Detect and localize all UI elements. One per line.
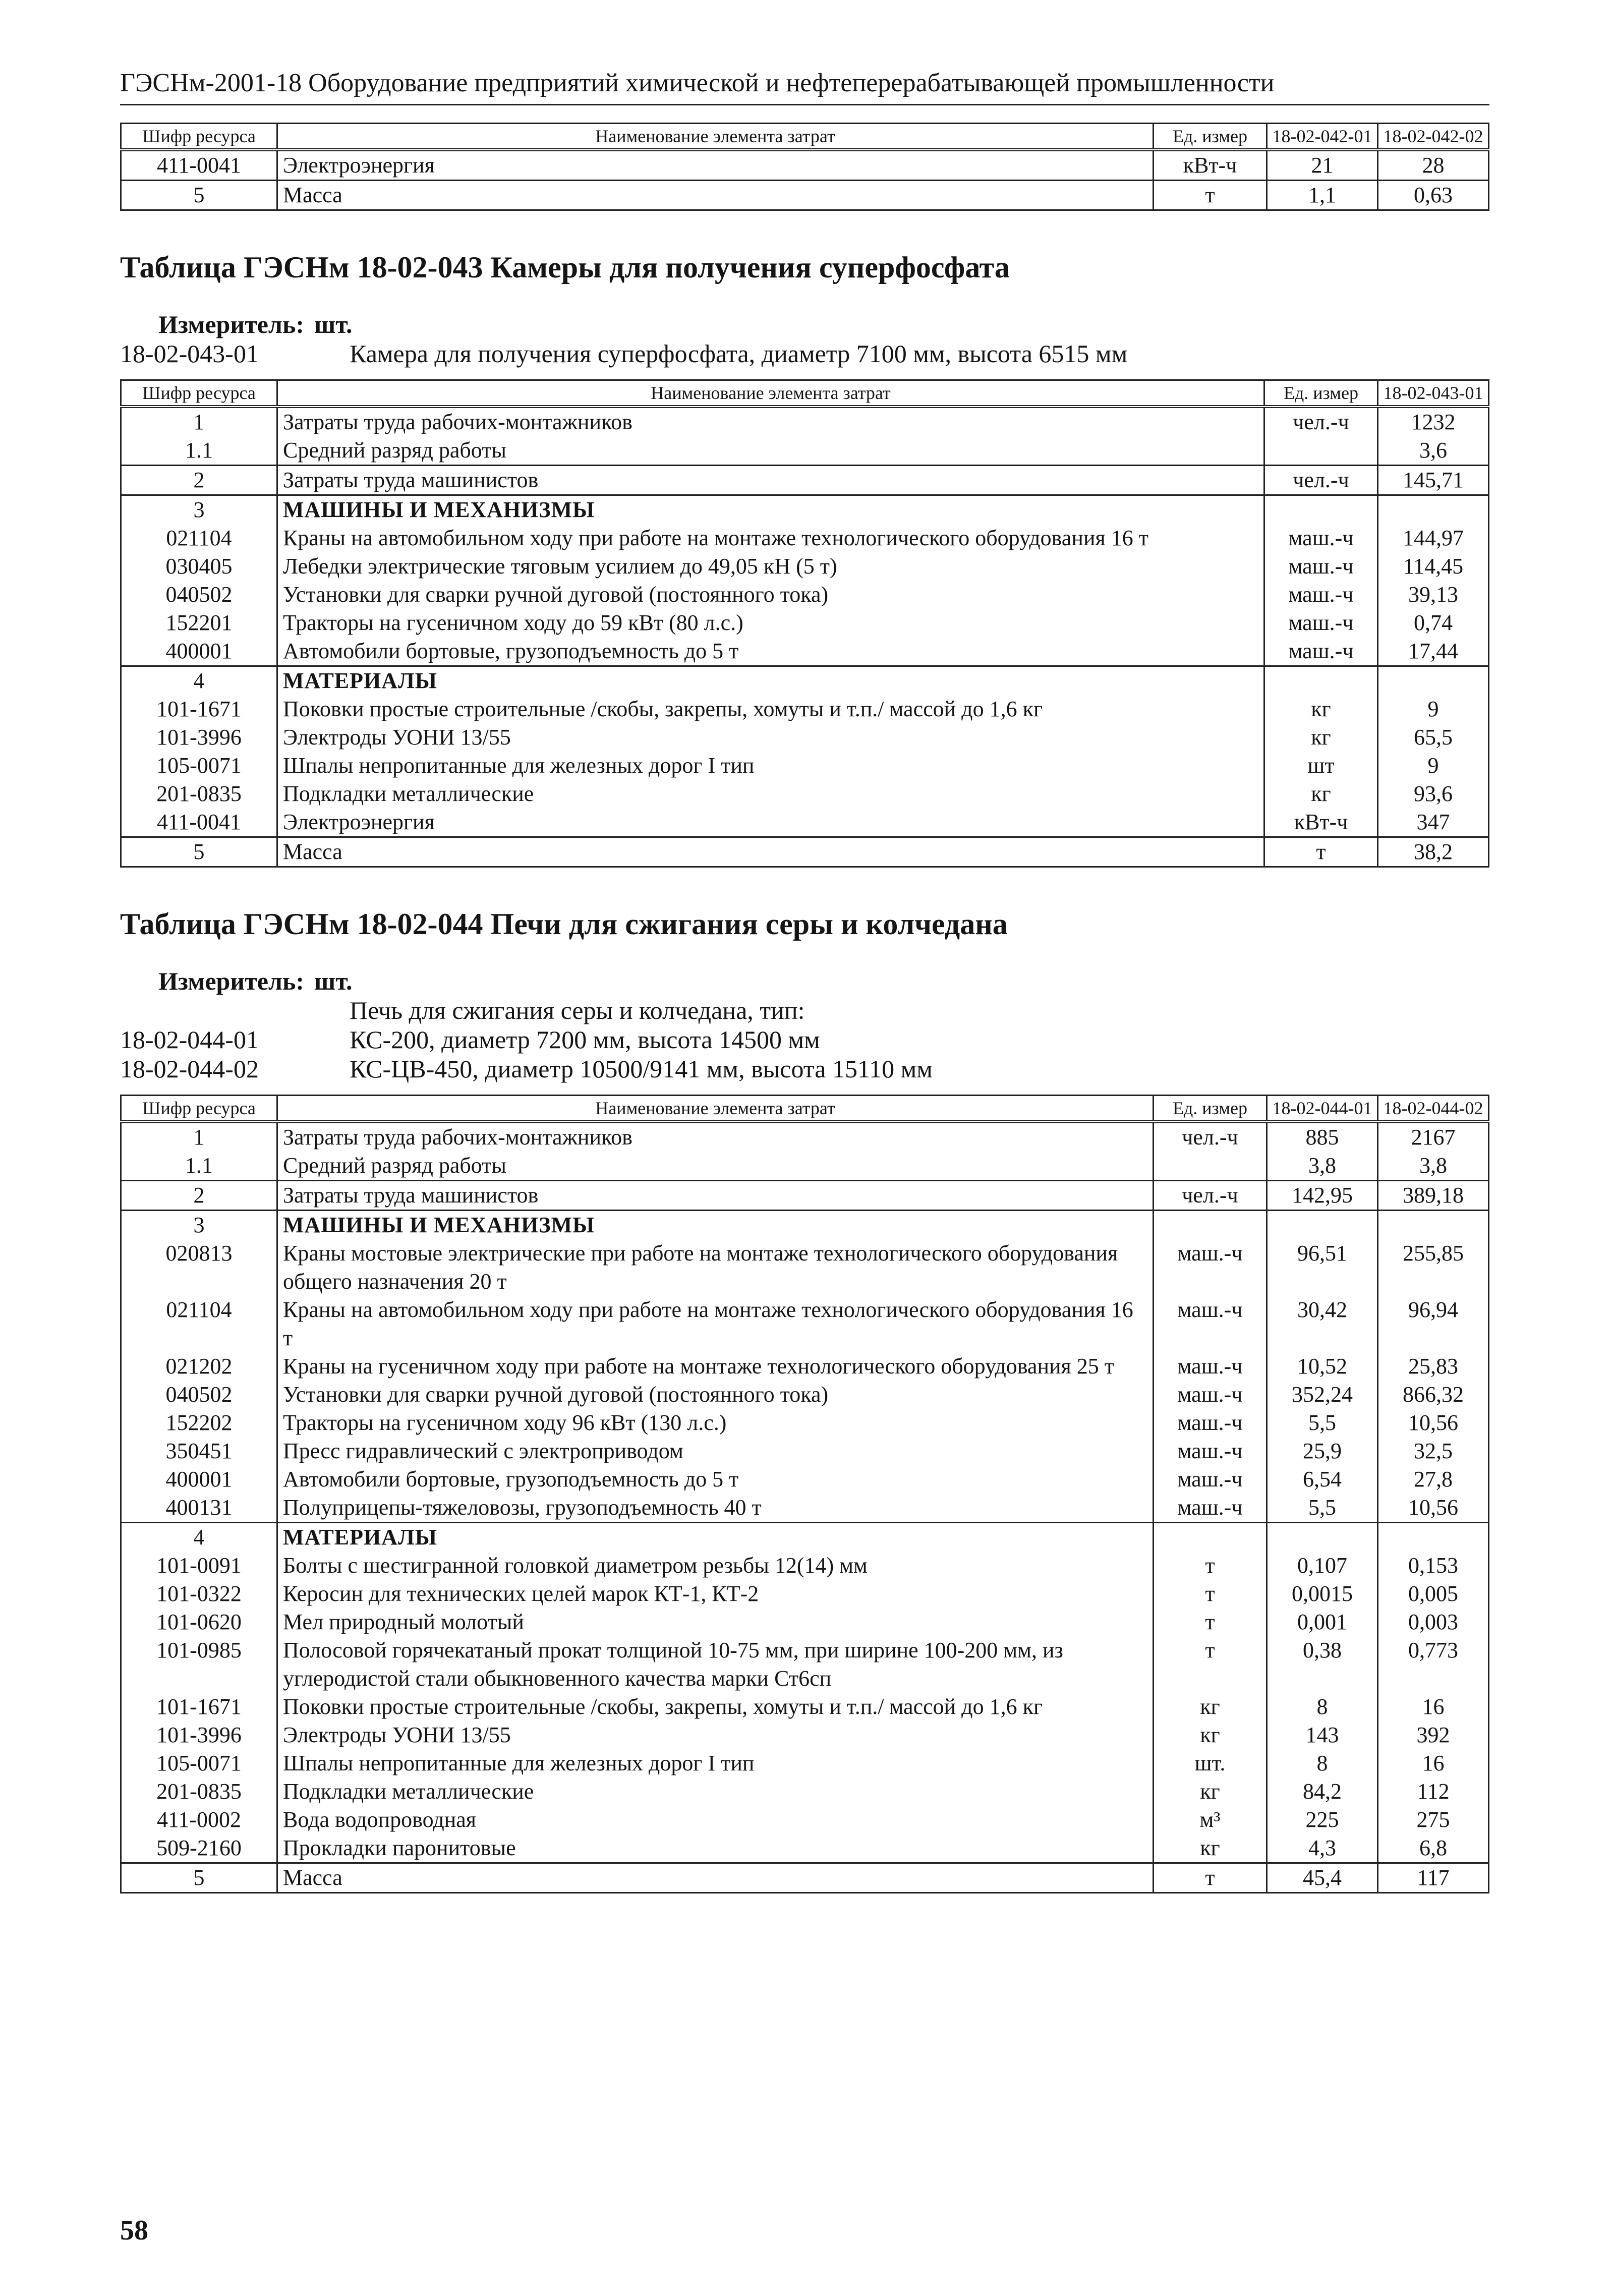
cost-item-name: Затраты труда машинистов [277,1181,1154,1211]
norm-value: 32,5 [1378,1437,1489,1465]
resource-code: 021202 [121,1352,277,1381]
unit: т [1154,1552,1267,1580]
cost-item-name: Краны мостовые электрические при работе на монтаже технологического оборудования общего назначения 20 т [277,1239,1154,1296]
resource-code: 4 [121,1523,277,1552]
norm-value: 0,107 [1267,1552,1378,1580]
table-row [121,150,1489,181]
table-row [121,1181,1489,1211]
norm-value: 1232 [1378,407,1489,436]
cost-item-name: Краны на автомобильном ходу при работе на монтаже технологического оборудования 16 т [277,524,1264,552]
unit: т [1154,1608,1267,1636]
section-heading: МАШИНЫ И МЕХАНИЗМЫ [277,495,1264,525]
norm-value: 2167 [1378,1122,1489,1152]
table-row [121,1608,1489,1636]
cost-item-name: Электроды УОНИ 13/55 [277,1721,1154,1749]
norm-value: 112 [1378,1777,1489,1806]
table-row [121,1777,1489,1806]
cost-item-name: Масса [277,181,1154,210]
resource-code: 201-0835 [121,780,277,808]
position-text: КС-ЦВ-450, диаметр 10500/9141 мм, высота 15110 мм [350,1055,933,1083]
col-header: 18-02-044-02 [1378,1096,1489,1122]
cost-item-name: Автомобили бортовые, грузоподъемность до 5 т [277,1465,1154,1494]
norm-value: 30,42 [1267,1296,1378,1352]
table-row [121,808,1489,837]
table-row [121,181,1489,210]
unit: маш.-ч [1264,637,1378,666]
resource-code: 020813 [121,1239,277,1296]
resource-code: 021104 [121,524,277,552]
table-row [121,466,1489,495]
norm-value: 6,8 [1378,1834,1489,1863]
norm-value: 225 [1267,1806,1378,1834]
norm-value: 142,95 [1267,1181,1378,1211]
norm-value: 0,153 [1378,1552,1489,1580]
cost-item-name: Масса [277,1863,1154,1893]
resource-code: 040502 [121,581,277,609]
position-text: КС-200, диаметр 7200 мм, высота 14500 мм [350,1025,820,1054]
unit: маш.-ч [1154,1437,1267,1465]
position-line [120,1025,1489,1054]
table-row [121,1863,1489,1893]
table-row [121,407,1489,436]
resource-code: 105-0071 [121,1749,277,1777]
norm-value: 1,1 [1267,181,1378,210]
col-header: Наименование элемента затрат [277,380,1264,407]
table-row [121,1437,1489,1465]
unit: маш.-ч [1264,524,1378,552]
norm-value: 93,6 [1378,780,1489,808]
resource-code: 101-1671 [121,1693,277,1721]
unit: т [1154,1636,1267,1693]
resource-code: 509-2160 [121,1834,277,1863]
unit: т [1264,837,1378,867]
col-header: 18-02-043-01 [1378,380,1489,407]
norm-value: 39,13 [1378,581,1489,609]
unit [1264,495,1378,525]
resource-code: 1.1 [121,436,277,466]
norm-value: 392 [1378,1721,1489,1749]
table-row [121,1409,1489,1437]
table-row [121,1122,1489,1152]
norm-value: 0,63 [1378,181,1489,210]
norm-value: 347 [1378,808,1489,837]
table-044 [120,1095,1489,1893]
resource-code: 1.1 [121,1152,277,1181]
unit: маш.-ч [1154,1409,1267,1437]
resource-code: 5 [121,1863,277,1893]
norm-value: 8 [1267,1749,1378,1777]
cost-item-name: Установки для сварки ручной дуговой (постоянного тока) [277,1381,1154,1409]
position-code: 18-02-044-02 [120,1055,259,1083]
table-row [121,695,1489,723]
cost-item-name: Электроды УОНИ 13/55 [277,723,1264,752]
cost-item-name: Автомобили бортовые, грузоподъемность до 5 т [277,637,1264,666]
unit: чел.-ч [1154,1181,1267,1211]
table-row [121,1239,1489,1296]
section-heading: МАТЕРИАЛЫ [277,666,1264,696]
resource-code: 101-0985 [121,1636,277,1693]
norm-value: 17,44 [1378,637,1489,666]
cost-item-name: Пресс гидравлический с электроприводом [277,1437,1154,1465]
cost-item-name: Электроэнергия [277,808,1264,837]
table-row [121,1381,1489,1409]
norm-value: 114,45 [1378,552,1489,581]
table-row [121,1211,1489,1240]
unit: чел.-ч [1154,1122,1267,1152]
norm-value: 866,32 [1378,1381,1489,1409]
cost-item-name: Полуприцепы-тяжеловозы, грузоподъемность 40 т [277,1494,1154,1523]
table-row [121,1806,1489,1834]
col-header: Ед. измер [1154,124,1267,150]
norm-value: 3,8 [1378,1152,1489,1181]
meter-line [120,310,1489,339]
cost-item-name: Краны на автомобильном ходу при работе на монтаже технологического оборудования 16 т [277,1296,1154,1352]
resource-code: 201-0835 [121,1777,277,1806]
norm-value: 0,773 [1378,1636,1489,1693]
unit: маш.-ч [1154,1494,1267,1523]
cost-item-name: Масса [277,837,1264,867]
resource-code: 021104 [121,1296,277,1352]
cost-item-name: Электроэнергия [277,150,1154,181]
unit: кг [1264,695,1378,723]
table-row [121,552,1489,581]
resource-code: 1 [121,407,277,436]
unit: чел.-ч [1264,466,1378,495]
unit [1154,1211,1267,1240]
table-row [121,1749,1489,1777]
table-row [121,609,1489,637]
cost-item-name: Болты с шестигранной головкой диаметром резьбы 12(14) мм [277,1552,1154,1580]
resource-code: 5 [121,181,277,210]
cost-item-name: Вода водопроводная [277,1806,1154,1834]
col-header: Шифр ресурса [121,380,277,407]
resource-code: 1 [121,1122,277,1152]
table-row [121,1721,1489,1749]
col-header: 18-02-042-02 [1378,124,1489,150]
unit [1264,666,1378,696]
table-row [121,1580,1489,1608]
page-number: 58 [120,2215,148,2246]
col-header: Наименование элемента затрат [277,124,1154,150]
unit: кг [1154,1777,1267,1806]
unit: маш.-ч [1154,1239,1267,1296]
resource-code: 3 [121,495,277,525]
table-row [121,752,1489,780]
meter-unit: шт. [314,967,353,995]
cost-item-name: Краны на гусеничном ходу при работе на монтаже технологического оборудования 25 т [277,1352,1154,1381]
cost-item-name: Затраты труда рабочих-монтажников [277,407,1264,436]
norm-value: 0,0015 [1267,1580,1378,1608]
norm-value [1378,666,1489,696]
norm-value: 275 [1378,1806,1489,1834]
position-intro: Печь для сжигания серы и колчедана, тип: [350,996,805,1024]
unit: кг [1154,1693,1267,1721]
cost-item-name: Шпалы непропитанные для железных дорог I тип [277,752,1264,780]
cost-item-name: Поковки простые строительные /скобы, закрепы, хомуты и т.п./ массой до 1,6 кг [277,1693,1154,1721]
resource-code: 400001 [121,637,277,666]
unit: маш.-ч [1154,1381,1267,1409]
resource-code: 411-0041 [121,808,277,837]
resource-code: 101-3996 [121,1721,277,1749]
unit: маш.-ч [1154,1296,1267,1352]
position-line [120,1054,1489,1083]
cost-item-name: Шпалы непропитанные для железных дорог I тип [277,1749,1154,1777]
norm-value: 96,51 [1267,1239,1378,1296]
table-043-title: Таблица ГЭСНм 18-02-043 Камеры для получения суперфосфата [120,251,1010,284]
table-row [121,1523,1489,1552]
norm-value: 16 [1378,1749,1489,1777]
cost-item-name: Подкладки металлические [277,1777,1154,1806]
unit: маш.-ч [1264,552,1378,581]
resource-code: 105-0071 [121,752,277,780]
unit: кг [1154,1721,1267,1749]
norm-value: 9 [1378,695,1489,723]
resource-code: 2 [121,466,277,495]
norm-value: 389,18 [1378,1181,1489,1211]
unit: т [1154,1863,1267,1893]
unit: шт [1264,752,1378,780]
position-code: 18-02-043-01 [120,339,259,368]
norm-value [1378,1211,1489,1240]
resource-code: 152202 [121,1409,277,1437]
resource-code: 3 [121,1211,277,1240]
norm-value: 25,83 [1378,1352,1489,1381]
table-row [121,1465,1489,1494]
table-row [121,837,1489,867]
meter-line [120,966,1489,996]
unit: т [1154,1580,1267,1608]
resource-code: 400131 [121,1494,277,1523]
resource-code: 101-0322 [121,1580,277,1608]
table-row [121,1693,1489,1721]
norm-value: 10,52 [1267,1352,1378,1381]
resource-code: 400001 [121,1465,277,1494]
norm-value: 0,003 [1378,1608,1489,1636]
norm-value: 0,001 [1267,1608,1378,1636]
table-row [121,1494,1489,1523]
resource-code: 411-0002 [121,1806,277,1834]
meter-label: Измеритель: [158,967,305,995]
cost-item-name: Средний разряд работы [277,1152,1154,1181]
unit: кг [1264,780,1378,808]
resource-code: 4 [121,666,277,696]
resource-code: 350451 [121,1437,277,1465]
meter-unit: шт. [314,310,353,338]
table-row [121,436,1489,466]
norm-value [1267,1211,1378,1240]
col-header: Шифр ресурса [121,124,277,150]
norm-value: 352,24 [1267,1381,1378,1409]
norm-value [1378,1523,1489,1552]
norm-value: 885 [1267,1122,1378,1152]
document-page [120,66,1489,1893]
cost-item-name: Мел природный молотый [277,1608,1154,1636]
norm-value: 38,2 [1378,837,1489,867]
table-044-body [121,1122,1489,1893]
norm-value [1378,495,1489,525]
norm-value: 8 [1267,1693,1378,1721]
norm-value: 3,8 [1267,1152,1378,1181]
table-row [121,780,1489,808]
table-row [121,666,1489,696]
norm-value: 255,85 [1378,1239,1489,1296]
table-row [121,637,1489,666]
unit [1264,436,1378,466]
resource-code: 101-0091 [121,1552,277,1580]
norm-value: 0,74 [1378,609,1489,637]
cost-item-name: Лебедки электрические тяговым усилием до 49,05 кН (5 т) [277,552,1264,581]
table-row [121,1352,1489,1381]
unit: маш.-ч [1154,1352,1267,1381]
cost-item-name: Полосовой горячекатаный прокат толщиной 10-75 мм, при ширине 100-200 мм, из углеродистой стали обыкновенного качества марки Ст6сп [277,1636,1154,1693]
cost-item-name: Установки для сварки ручной дуговой (постоянного тока) [277,581,1264,609]
unit: маш.-ч [1264,581,1378,609]
table-043-body [121,407,1489,867]
unit: шт. [1154,1749,1267,1777]
norm-value: 16 [1378,1693,1489,1721]
unit: маш.-ч [1154,1465,1267,1494]
cost-item-name: Затраты труда рабочих-монтажников [277,1122,1154,1152]
norm-value: 4,3 [1267,1834,1378,1863]
cost-item-name: Керосин для технических целей марок КТ-1, КТ-2 [277,1580,1154,1608]
col-header: 18-02-044-01 [1267,1096,1378,1122]
resource-code: 101-1671 [121,695,277,723]
resource-code: 152201 [121,609,277,637]
unit: кВт-ч [1264,808,1378,837]
unit: чел.-ч [1264,407,1378,436]
unit: м³ [1154,1806,1267,1834]
resource-code: 5 [121,837,277,867]
cost-item-name: Затраты труда машинистов [277,466,1264,495]
table-row [121,495,1489,525]
norm-value: 10,56 [1378,1494,1489,1523]
resource-code: 2 [121,1181,277,1211]
col-header: Шифр ресурса [121,1096,277,1122]
norm-value: 3,6 [1378,436,1489,466]
unit [1154,1523,1267,1552]
norm-value: 21 [1267,150,1378,181]
resource-code: 030405 [121,552,277,581]
table-042-continuation [120,123,1489,211]
running-header: ГЭСНм-2001-18 Оборудование предприятий химической и нефтеперерабатывающей промышленности [120,66,1489,105]
cost-item-name: Поковки простые строительные /скобы, закрепы, хомуты и т.п./ массой до 1,6 кг [277,695,1264,723]
norm-value: 0,38 [1267,1636,1378,1693]
table-row [121,524,1489,552]
norm-value: 96,94 [1378,1296,1489,1352]
section-heading: МАШИНЫ И МЕХАНИЗМЫ [277,1211,1154,1240]
section-heading: МАТЕРИАЛЫ [277,1523,1154,1552]
cost-item-name: Подкладки металлические [277,780,1264,808]
norm-value: 117 [1378,1863,1489,1893]
col-header: Ед. измер [1264,380,1378,407]
table-row [121,1834,1489,1863]
unit: кг [1154,1834,1267,1863]
table-row [121,581,1489,609]
norm-value: 25,9 [1267,1437,1378,1465]
table-row [121,1152,1489,1181]
table-row [121,1552,1489,1580]
position-text: Камера для получения суперфосфата, диаметр 7100 мм, высота 6515 мм [350,339,1128,368]
norm-value: 143 [1267,1721,1378,1749]
norm-value [1267,1523,1378,1552]
table-044-title: Таблица ГЭСНм 18-02-044 Печи для сжигания серы и колчедана [120,907,1008,941]
norm-value: 9 [1378,752,1489,780]
position-line [120,339,1489,368]
col-header: Ед. измер [1154,1096,1267,1122]
norm-value: 45,4 [1267,1863,1378,1893]
norm-value: 10,56 [1378,1409,1489,1437]
meter-label: Измеритель: [158,310,305,338]
table-row [121,723,1489,752]
unit: кг [1264,723,1378,752]
cost-item-name: Тракторы на гусеничном ходу 96 кВт (130 л.с.) [277,1409,1154,1437]
norm-value: 28 [1378,150,1489,181]
resource-code: 411-0041 [121,150,277,181]
norm-value: 144,97 [1378,524,1489,552]
norm-value: 27,8 [1378,1465,1489,1494]
position-code: 18-02-044-01 [120,1025,259,1054]
col-header: 18-02-042-01 [1267,124,1378,150]
norm-value: 5,5 [1267,1409,1378,1437]
unit: т [1154,181,1267,210]
cost-item-name: Средний разряд работы [277,436,1264,466]
norm-value: 65,5 [1378,723,1489,752]
unit: маш.-ч [1264,609,1378,637]
norm-value: 6,54 [1267,1465,1378,1494]
table-row [121,1296,1489,1352]
table-043 [120,379,1489,868]
norm-value: 84,2 [1267,1777,1378,1806]
table-row [121,1636,1489,1693]
resource-code: 040502 [121,1381,277,1409]
norm-value: 0,005 [1378,1580,1489,1608]
norm-value: 5,5 [1267,1494,1378,1523]
unit [1154,1152,1267,1181]
resource-code: 101-0620 [121,1608,277,1636]
cost-item-name: Тракторы на гусеничном ходу до 59 кВт (80 л.с.) [277,609,1264,637]
unit: кВт-ч [1154,150,1267,181]
col-header: Наименование элемента затрат [277,1096,1154,1122]
cost-item-name: Прокладки паронитовые [277,1834,1154,1863]
norm-value: 145,71 [1378,466,1489,495]
resource-code: 101-3996 [121,723,277,752]
